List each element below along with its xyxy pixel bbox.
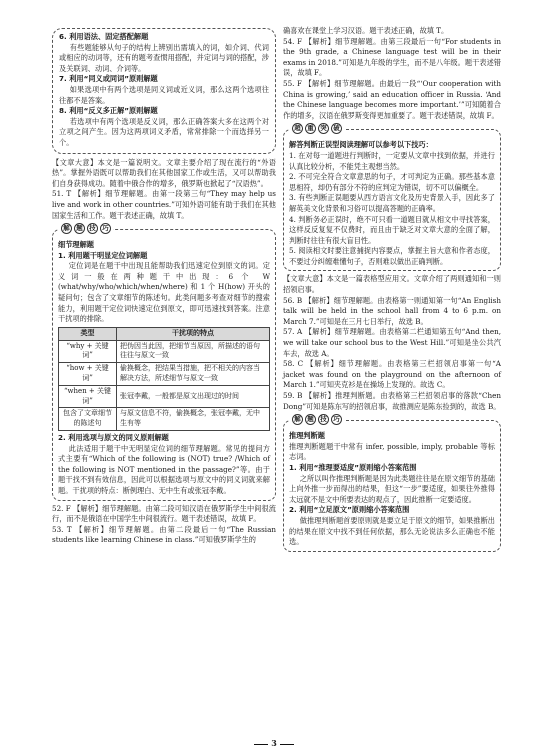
answer-54: 54. F 【解析】细节理解题。由第三段最后一句“For students in the 9th grade, a Chinese language test will be in their exams in 2018.”可知是九年级的学生，而不是八年级。题干表述错误，故填 F。 [283, 36, 501, 78]
strategy-title-8: 8. 利用“反义多正解”原则解题 [59, 106, 158, 116]
tip-sub1-body: 之所以叫作推理判断题是因为此类题往往是在原文细节的基础上向外推一步而得出的结果，但这“一步”要适度，如果往外推得太远就不是文中所要表达的观点了，因此推断一定要适度。 [289, 473, 495, 504]
tip-item: 3. 有些判断正误题要从西方语言文化及历史背景入手，因此多了解英美文化背景和习俗可以提高答题的正确率。 [289, 193, 495, 213]
tip-sub1: 1. 利用“推理要适度”原则缩小答案范围 [289, 462, 417, 472]
tip-sub1: 1. 利用题干明显定位词解题 [58, 250, 148, 260]
answer-52: 52. F 【解析】细节理解题。由第二段可知汉语在俄罗斯学生中间很流行，而不是俄语在中国学生中间很流行。题干表述错误，故填 F。 [52, 503, 276, 524]
tip-item: 2. 不可完全符合文章意思的句子，才可判定为正确。那些基本意思相符，却仍有部分不符的应判定为错误，切不可以偏概全。 [289, 172, 495, 192]
table-header: 类型 [59, 327, 117, 340]
tip-heading: 推理判断题 [289, 431, 325, 441]
tip-tag: 解 题 技 巧 [290, 414, 344, 425]
table-row: “why + 关键词” 把伪因当此因，把细节当原因，所描述的语句往往与原文一致 [59, 340, 270, 363]
strategy-body-7: 如果选项中有两个选项是同义词或近义词，那么这两个选项往往都不是答案。 [59, 84, 269, 105]
answer-58: 58. C 【解析】细节理解题。由表格第三栏招领启事第一句“A jacket was found on the playground on the afternoon of March 1.”可知夹克衫是在操场上发现的。故选 C。 [283, 359, 501, 390]
tip-sub1-body: 定位词是在题干中出现且能帮助我们迅速定位到原文的词。定义词一般在两种题干中出现：6 个 W (what/why/who/which/when/where) 和 1 个 H(how) 开头的疑问句；包含了文章细节的陈述句。此类问题多考查对细节的搜索能力，利用题干定位词快速定位到原文，即可迅速找到答案。注意干扰项的排除。 [58, 261, 270, 324]
tip-item: 5. 阅读相文时要注意捕捉内容要点，掌握主旨大意和作者态度，不要过分纠缠难懂句子，否则难以做出正确判断。 [289, 246, 495, 266]
tip-sub2-body: 此法适用于题干中无明显定位词的细节理解题。常见的提问方式主要有“Which of the following is (NOT) true? /Which of the following is NOT mentioned in the passage?”等。由于题干找不到有效信息，因此可以根据选项与原文中的同义词就来解题。干扰项的特点：断例理白、无中生有或张冠李戴。 [58, 443, 270, 495]
answer-59: 59. B 【解析】推理判断题。由表格第三栏招领启事的落款“Chen Dong”可知是陈东写的招领启事，故推测应是陈东捡到的，故选 B。 [283, 391, 501, 411]
table-row: 包含了文章细节的陈述句 与原文信息不符，偷换概念，张冠李戴，无中生有等 [59, 408, 270, 431]
answer-53: 53. T 【解析】细节理解题。由第二段最后一句“The Russian students like learning Chinese in class.”可知俄罗斯学生的 [52, 524, 276, 545]
tip-sub2: 2. 利用选项与原文的同义原则解题 [58, 433, 169, 443]
answer-56: 56. B 【解析】细节理解题。由表格第一则通知第一句“An English talk will be held in the school hall from 4 to 6 p.m. on March 7.”可知是在三月七日举行，故选 B。 [283, 295, 501, 326]
answer-51: 51. T 【解析】细节理解题。由第一段第三句“They may help us live and work in other countries.”可知外语可能有助于我们在其他国家生活和工作。题干表述正确，故填 T。 [52, 189, 276, 220]
tip-item: 4. 判断务必正误时，绝不可只看一道题目就从相文中寻找答案，这样反反复复不仅费时，而且由于缺乏对文章大意的全面了解，判断时往往有很大盲目性。 [289, 214, 495, 245]
tip-box-detail [52, 224, 276, 500]
strategy-body-6: 有些题能够从句子的结构上辨别出需填入的词，如介词、代词或相应的动词等，还有的题考查惯用搭配，并定词与词的搭配，涉及关联词、动词、介词等。 [59, 42, 269, 73]
tip-box-inference [283, 415, 501, 552]
distractor-table [58, 327, 270, 431]
strategy-box [52, 28, 276, 154]
tip-item: 1. 在对每一道题进行判断时，一定要从文章中找到依据，并进行认真比较分析，不能凭主观想当然。 [289, 150, 495, 171]
answer-53-cont: 确喜欢在课堂上学习汉语。题干表述正确，故填 T。 [283, 26, 449, 35]
text-summary-2: 【文章大意】本文是一篇表格型应用文。文章介绍了两则通知和一则招领启事。 [283, 274, 501, 295]
tip-heading: 细节理解题 [58, 240, 94, 250]
page-number: 3 [0, 738, 548, 749]
answer-57: 57. A 【解析】细节理解题。由表格第二栏通知第五句“And then, we will take our school bus to the West Hill.”可知是坐公共汽车去，故选 A。 [283, 327, 501, 358]
tip-sub2: 2. 利用“立足原文”原则缩小答案范围 [289, 505, 410, 515]
table-row: “when + 关键词” 张冠李戴，一般都是原文出现过的时间 [59, 385, 270, 408]
tip-sub2-body: 做推理判断题首要原则就是要立足于原文的细节，如果推断出的结果在原文中找不到任何依据，那么无论说法多么正确也不能选。 [289, 515, 495, 547]
left-column [52, 26, 276, 546]
tip-heading: 解答判断正误型阅读理解可以参考以下技巧： [289, 140, 433, 150]
text-summary: 【文章大意】本文是一篇说明文。文章主要介绍了现在流行的“外语热”。掌握外语既可以帮助我们在其他国家工作或生活，又可以帮助我们自身获得成功。随着中俄合作的增多，俄罗斯也掀起了“汉语热”。 [52, 157, 276, 188]
strategy-title-6: 6. 利用语法、固定搭配解题 [59, 32, 149, 41]
table-header: 干扰项的特点 [117, 327, 270, 340]
table-row: “how + 关键词” 偷换概念，把结果当措施，把不相关的内容当解决方法，所述细节与原文一致 [59, 363, 270, 386]
strategy-body-8: 若选项中有两个选项是反义词，那么正确答案大多在这两个对立项之间产生。因为这两项词义矛盾，常常排除一个而选择另一个。 [59, 116, 269, 147]
tip-tag: 超 重 突 破 [290, 123, 344, 134]
tip-body: 推理判断题题干中常有 infer, possible, imply, probable 等标志词。 [289, 441, 495, 462]
tip-tag: 解 题 技 巧 [59, 223, 113, 234]
strategy-title-7: 7. 利用“同义或同词”原则解题 [59, 74, 158, 84]
tip-box-true-false [283, 124, 501, 271]
right-column [283, 26, 501, 554]
answer-55: 55. F 【解析】细节理解题。由最后一段“‘Our cooperation with China is growing,’ said an education officer in Russia. ‘And the Chinese language becomes more important.’”可知随着合作的增多，汉语在俄罗斯变得更加重要了。题干表述错误，故填 F。 [283, 78, 501, 120]
